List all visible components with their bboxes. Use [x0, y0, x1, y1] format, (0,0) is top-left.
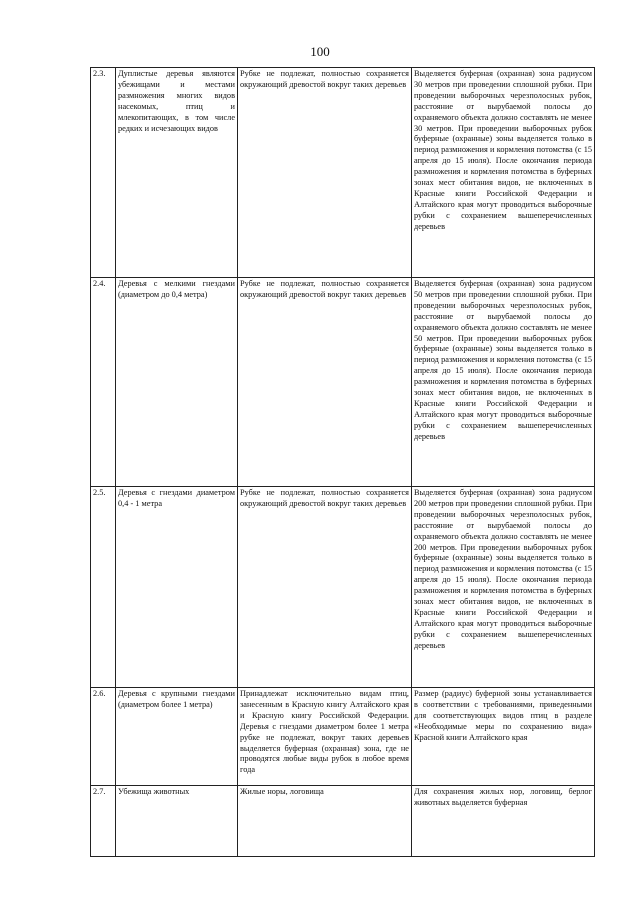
page-number: 100	[310, 44, 330, 59]
object-cell: Деревья с мелкими гнездами (диаметром до 0,4 метра)	[116, 278, 238, 487]
table-row	[91, 68, 595, 278]
row-number: 2.5.	[91, 487, 116, 688]
row-number: 2.3.	[91, 68, 116, 278]
restriction-cell: Рубке не подлежат, полностью сохраняется окружающий древостой вокруг таких деревьев	[238, 487, 412, 688]
regulations-table	[90, 67, 595, 857]
measures-cell: Выделяется буферная (охранная) зона радиусом 200 метров при проведении сплошной рубки. При проведении выборочных черезполосных рубок, расстояние от вырубаемой полосы до охраняемого объекта должно составлять не менее 200 метров. При проведении выборочных рубок буферные (охранные) зоны выделяется только в период размножения и кормления потомства (с 15 апреля до 15 июля). После окончания периода размножения и кормления потомства в буферных зонах мест обитания видов, не включенных в Красные книги Российской Федерации и Алтайского края могут проводиться выборочные рубки с сохранением вышеперечисленных деревьев	[412, 487, 595, 688]
table-row	[91, 786, 595, 857]
measures-cell: Для сохранения жилых нор, логовищ, берлог животных выделяется буферная	[412, 786, 595, 857]
table-row	[91, 487, 595, 688]
row-number: 2.6.	[91, 688, 116, 786]
restriction-cell: Рубке не подлежат, полностью сохраняется окружающий древостой вокруг таких деревьев	[238, 68, 412, 278]
measures-cell: Выделяется буферная (охранная) зона радиусом 30 метров при проведении сплошной рубки. При проведении выборочных черезполосных рубок, расстояние от вырубаемой полосы до охраняемого объекта должно составлять не менее 30 метров. При проведении выборочных рубок буферные (охранные) зоны выделяется только в период размножения и кормления потомства (с 15 апреля до 15 июля). После окончания периода размножения и кормления потомства в буферных зонах мест обитания видов, не включенных в Красные книги Российской Федерации и Алтайского края могут проводиться выборочные рубки с сохранением вышеперечисленных деревьев	[412, 68, 595, 278]
row-number: 2.4.	[91, 278, 116, 487]
object-cell: Деревья с гнездами диаметром 0,4 - 1 метра	[116, 487, 238, 688]
object-cell: Убежища животных	[116, 786, 238, 857]
restriction-cell: Рубке не подлежат, полностью сохраняется окружающий древостой вокруг таких деревьев	[238, 278, 412, 487]
row-number: 2.7.	[91, 786, 116, 857]
measures-cell: Размер (радиус) буферной зоны устанавливается в соответствии с требованиями, приведенными для соответствующих видов птиц в разделе «Необходимые меры по сохранению вида» Красной книги Алтайского края	[412, 688, 595, 786]
object-cell: Деревья с крупными гнездами (диаметром более 1 метра)	[116, 688, 238, 786]
measures-cell: Выделяется буферная (охранная) зона радиусом 50 метров при проведении сплошной рубки. При проведении выборочных черезполосных рубок, расстояние от вырубаемой полосы до охраняемого объекта должно составлять не менее 50 метров. При проведении выборочных рубок буферные (охранные) зоны выделяется только в период размножения и кормления потомства (с 15 апреля до 15 июля). После окончания периода размножения и кормления потомства в буферных зонах мест обитания видов, не включенных в Красные книги Российской Федерации и Алтайского края могут проводиться выборочные рубки с сохранением вышеперечисленных деревьев	[412, 278, 595, 487]
restriction-cell: Принадлежат исключительно видам птиц, занесенным в Красную книгу Алтайского края и Красную книгу Российской Федерации. Деревья с гнездами диаметром более 1 метра рубке не подлежат, вокруг таких деревьев выделяется буферная (охранная) зона, где не проводятся любые виды рубок в любое время года	[238, 688, 412, 786]
restriction-cell: Жилые норы, логовища	[238, 786, 412, 857]
table-row	[91, 278, 595, 487]
table-row	[91, 688, 595, 786]
object-cell: Дуплистые деревья являются убежищами и местами размножения многих видов насекомых, птиц и млекопитающих, в том числе редких и исчезающих видов	[116, 68, 238, 278]
